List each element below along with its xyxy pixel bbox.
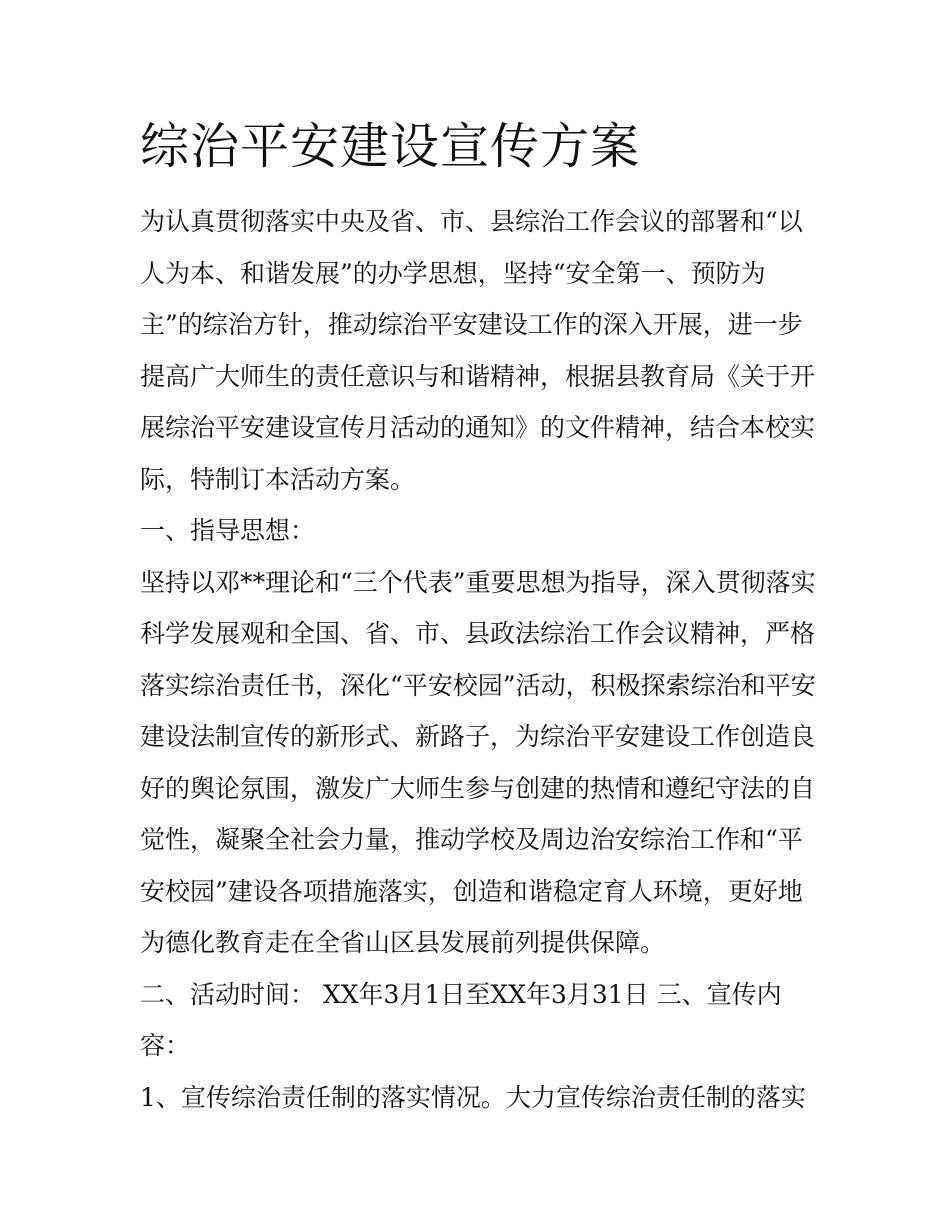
body-line: 提高广大师生的责任意识与和谐精神，根据县教育局《关于开	[140, 361, 816, 391]
body-line: 好的舆论氛围，激发广大师生参与创建的热情和遵纪守法的自	[140, 773, 816, 803]
body-line: 人为本、和谐发展”的办学思想，坚持“安全第一、预防为	[140, 258, 766, 288]
body-line: 安校园”建设各项措施落实，创造和谐稳定育人环境，更好地	[140, 876, 803, 906]
body-line: 坚持以邓**理论和“三个代表”重要思想为指导，深入贯彻落实	[140, 567, 816, 597]
section-heading: 一、指导思想：	[140, 516, 316, 545]
body-line: 科学发展观和全国、省、市、县政法综治工作会议精神，严格	[140, 619, 816, 648]
section-heading: 二、活动时间： XX年3月1日至XX年3月31日 三、宣传内	[140, 979, 782, 1009]
body-line: 展综治平安建设宣传月活动的通知》的文件精神，结合本校实	[140, 413, 816, 442]
body-line: 为德化教育走在全省山区县发展前列提供保障。	[140, 928, 666, 957]
body-line: 为认真贯彻落实中央及省、市、县综治工作会议的部署和“以	[140, 207, 803, 236]
body-line: 觉性，凝聚全社会力量，推动学校及周边治安综治工作和“平	[140, 825, 803, 854]
document-title: 综治平安建设宣传方案	[140, 118, 641, 175]
document-body	[140, 196, 815, 1123]
body-line: 1、宣传综治责任制的落实情况。大力宣传综治责任制的落实	[140, 1082, 806, 1112]
body-line: 建设法制宣传的新形式、新路子，为综治平安建设工作创造良	[140, 722, 816, 751]
body-line: 容：	[140, 1031, 191, 1060]
body-line: 主”的综治方针，推动综治平安建设工作的深入开展，进一步	[140, 310, 803, 339]
body-line: 际，特制订本活动方案。	[140, 464, 416, 494]
body-line: 落实综治责任书，深化“平安校园”活动，积极探索综治和平安	[140, 670, 816, 700]
